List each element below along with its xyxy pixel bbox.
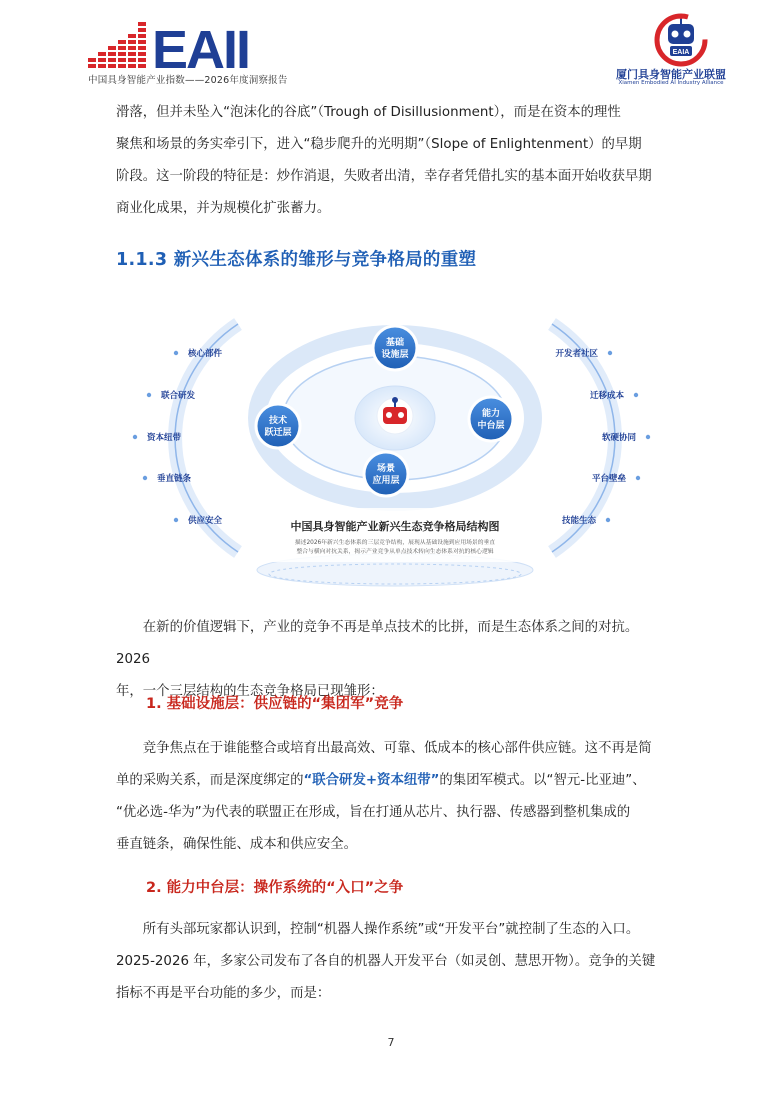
svg-text:基础: 基础 — [385, 338, 405, 348]
alliance-name: 厦门具身智能产业联盟 — [616, 68, 726, 81]
text-line: 滑落，但并未坠入“泡沫化的谷底”（Trough of Disillusionment），而是在资本的理性 — [116, 105, 621, 120]
node-tech-leap-layer — [256, 404, 300, 448]
left-item-3: 资本纽带 — [147, 433, 182, 443]
right-item-4: 平台壁垒 — [591, 474, 626, 484]
text-line: 指标不再是平台功能的多少，而是： — [116, 986, 331, 1001]
paragraph-infrastructure — [116, 733, 672, 861]
robot-icon — [377, 397, 413, 434]
text-line: “优必选-华为”为代表的联盟正在形成，旨在打通从芯片、执行器、传感器到整机集成的 — [116, 805, 631, 820]
node-scenario-application-layer — [364, 452, 408, 496]
ecosystem-structure-diagram — [118, 312, 672, 598]
diagram-caption-title: 中国具身智能产业新兴生态竞争格局结构图 — [290, 520, 500, 533]
diagram-caption-desc: 整合与横向对抗关系，揭示产业竞争从单点技术转向生态体系对抗的核心逻辑 — [296, 549, 494, 555]
text-line: 在新的价值逻辑下，产业的竞争不再是单点技术的比拼，而是生态体系之间的对抗。2026 — [116, 620, 639, 667]
svg-text:跃迁层: 跃迁层 — [264, 428, 292, 438]
right-item-5: 技能生态 — [561, 516, 596, 526]
text-line: 单的采购关系，而是深度绑定的“联合研发+资本纽带”的集团军模式。以“智元-比亚迪”、 — [116, 773, 646, 788]
text-line: 所有头部玩家都认识到，控制“机器人操作系统”或“开发平台”就控制了生态的入口。 — [142, 922, 640, 937]
alliance-name-en: Xiamen Embodied AI Industry Alliance — [618, 80, 724, 86]
right-item-1: 开发者社区 — [555, 349, 598, 359]
intro-paragraph — [116, 97, 672, 225]
subheading-infrastructure: 1. 基础设施层：供应链的“集团军”竞争 — [146, 696, 404, 712]
page-number: 7 — [387, 1036, 395, 1049]
highlight-text: “联合研发+资本纽带” — [303, 773, 440, 788]
eaii-logo — [86, 20, 286, 70]
left-item-2: 联合研发 — [161, 391, 196, 401]
svg-text:中台层: 中台层 — [477, 421, 505, 431]
logo-wordmark: EAII — [152, 20, 250, 70]
left-item-4: 垂直链条 — [157, 474, 192, 484]
svg-text:场景: 场景 — [376, 464, 396, 474]
text-line: 竞争焦点在于谁能整合或培育出最高效、可靠、低成本的核心部件供应链。这不再是简 — [142, 741, 652, 756]
report-subtitle: 中国具身智能产业指数——2026年度洞察报告 — [88, 75, 288, 86]
right-item-3: 软硬协同 — [601, 433, 636, 443]
svg-text:能力: 能力 — [481, 409, 501, 419]
svg-text:技术: 技术 — [268, 416, 288, 426]
node-infrastructure-layer — [373, 326, 417, 370]
paragraph-capability — [116, 914, 672, 1010]
section-heading: 1.1.3 新兴生态体系的雏形与竞争格局的重塑 — [116, 250, 477, 270]
subheading-capability: 2. 能力中台层：操作系统的“入口”之争 — [146, 880, 404, 896]
text-line: 垂直链条，确保性能、成本和供应安全。 — [116, 837, 358, 852]
diagram-caption-desc: 描述2026年新兴生态体系的三层竞争结构，展现从基础设施到应用场景的垂直 — [294, 540, 496, 546]
eaia-robot-badge — [646, 12, 716, 70]
svg-text:EAIA: EAIA — [672, 49, 690, 56]
right-item-2: 迁移成本 — [589, 391, 624, 401]
svg-text:应用层: 应用层 — [372, 476, 400, 486]
left-item-5: 供应安全 — [188, 516, 223, 526]
text-line: 阶段。这一阶段的特征是：炒作消退，失败者出清，幸存者凭借扎实的基本面开始收获早期 — [116, 169, 652, 184]
node-capability-middle-layer — [469, 397, 513, 441]
text-line: 商业化成果，并为规模化扩张蓄力。 — [116, 201, 331, 216]
left-item-1: 核心部件 — [188, 349, 223, 359]
svg-text:设施层: 设施层 — [381, 350, 409, 360]
text-line: 2025-2026 年，多家公司发布了各自的机器人开发平台（如灵创、慧思开物）。竞争的关键 — [116, 954, 656, 969]
text-line: 聚焦和场景的务实牵引下，进入“稳步爬升的光明期”（Slope of Enlightenment）的早期 — [116, 137, 642, 152]
text-line: 年，一个三层结构的生态竞争格局已现雏形： — [116, 684, 384, 699]
